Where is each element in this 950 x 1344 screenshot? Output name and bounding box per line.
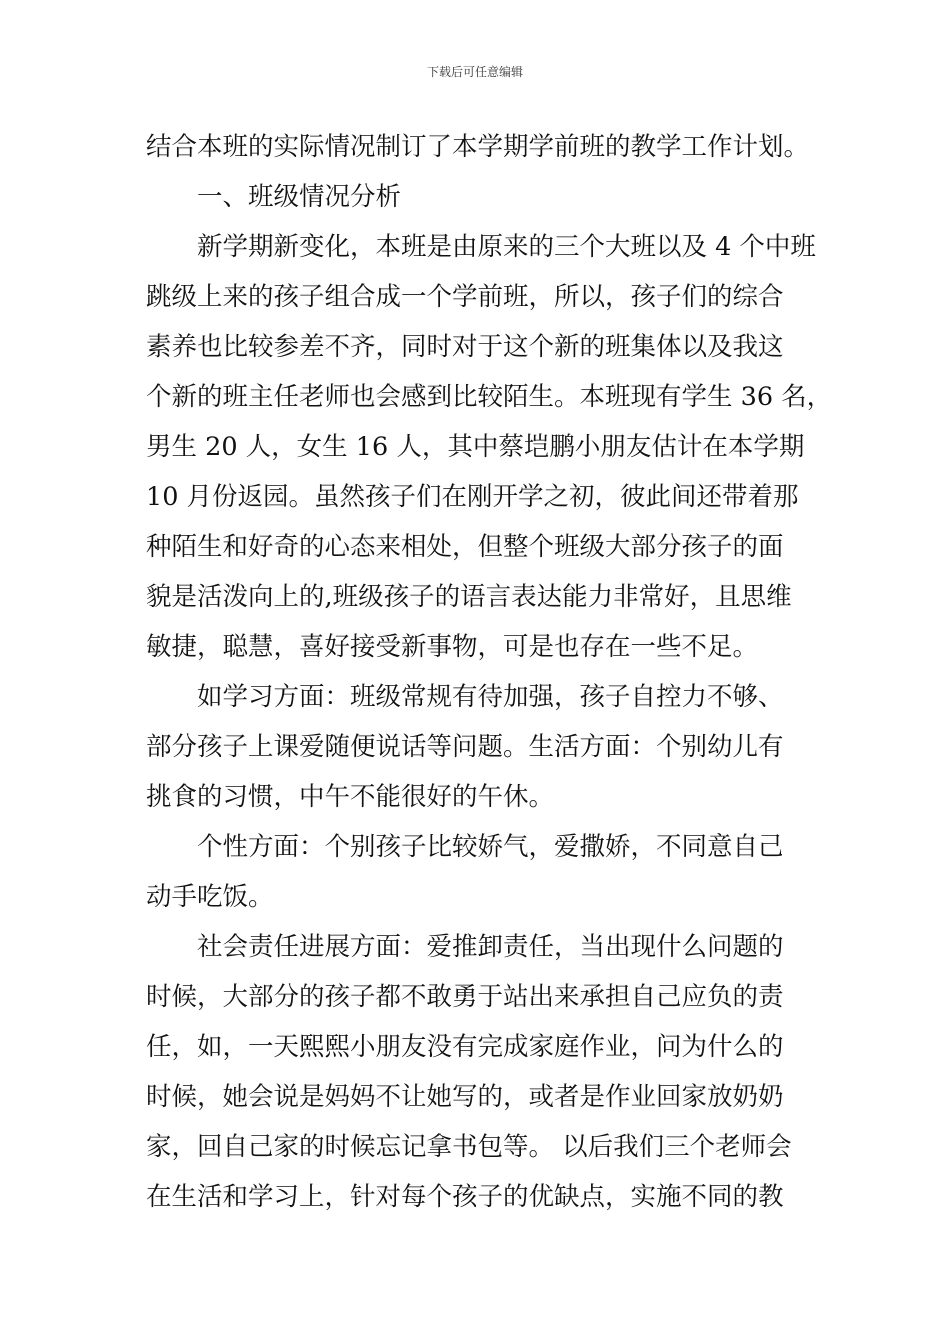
document-body: [146, 122, 833, 1222]
text-line: 在生活和学习上，针对每个孩子的优缺点，实施不同的教: [146, 1182, 784, 1212]
text-line: 任，如，一天熙熙小朋友没有完成家庭作业，问为什么的: [146, 1032, 784, 1062]
text-line: 个性方面：个别孩子比较娇气，爱撒娇，不同意自己: [197, 832, 784, 862]
text-line: 敏捷，聪慧，喜好接受新事物，可是也存在一些不足。: [146, 632, 759, 662]
text-line: 男生 20 人，女生 16 人，其中蔡垲鹏小朋友估计在本学期: [146, 432, 805, 462]
text-line: 时候，大部分的孩子都不敢勇于站出来承担自己应负的责: [146, 982, 784, 1012]
text-line: 挑食的习惯，中午不能很好的午休。: [146, 782, 555, 812]
page-header: 下载后可任意编辑: [426, 65, 523, 79]
text-line: 时候，她会说是妈妈不让她写的，或者是作业回家放奶奶: [146, 1082, 784, 1112]
text-line: 结合本班的实际情况制订了本学期学前班的教学工作计划。: [146, 132, 810, 162]
text-line: 新学期新变化，本班是由原来的三个大班以及 4 个中班: [197, 232, 816, 262]
text-line: 貌是活泼向上的,班级孩子的语言表达能力非常好，且思维: [146, 582, 792, 612]
text-line: 10 月份返园。虽然孩子们在刚开学之初，彼此间还带着那: [146, 482, 799, 512]
text-line: 一、班级情况分析: [197, 182, 402, 212]
text-line: 跳级上来的孩子组合成一个学前班，所以，孩子们的综合: [146, 282, 784, 312]
text-line: 家，回自己家的时候忘记拿书包等。 以后我们三个老师会: [146, 1132, 792, 1162]
text-line: 个新的班主任老师也会感到比较陌生。本班现有学生 36 名，: [146, 382, 833, 412]
text-line: 素养也比较参差不齐，同时对于这个新的班集体以及我这: [146, 332, 784, 362]
text-line: 部分孩子上课爱随便说话等问题。生活方面：个别幼儿有: [146, 732, 784, 762]
text-line: 种陌生和好奇的心态来相处，但整个班级大部分孩子的面: [146, 532, 784, 562]
text-line: 动手吃饭。: [146, 882, 274, 912]
text-line: 社会责任进展方面：爱推卸责任，当出现什么问题的: [197, 932, 784, 962]
text-line: 如学习方面：班级常规有待加强，孩子自控力不够、: [197, 682, 784, 712]
